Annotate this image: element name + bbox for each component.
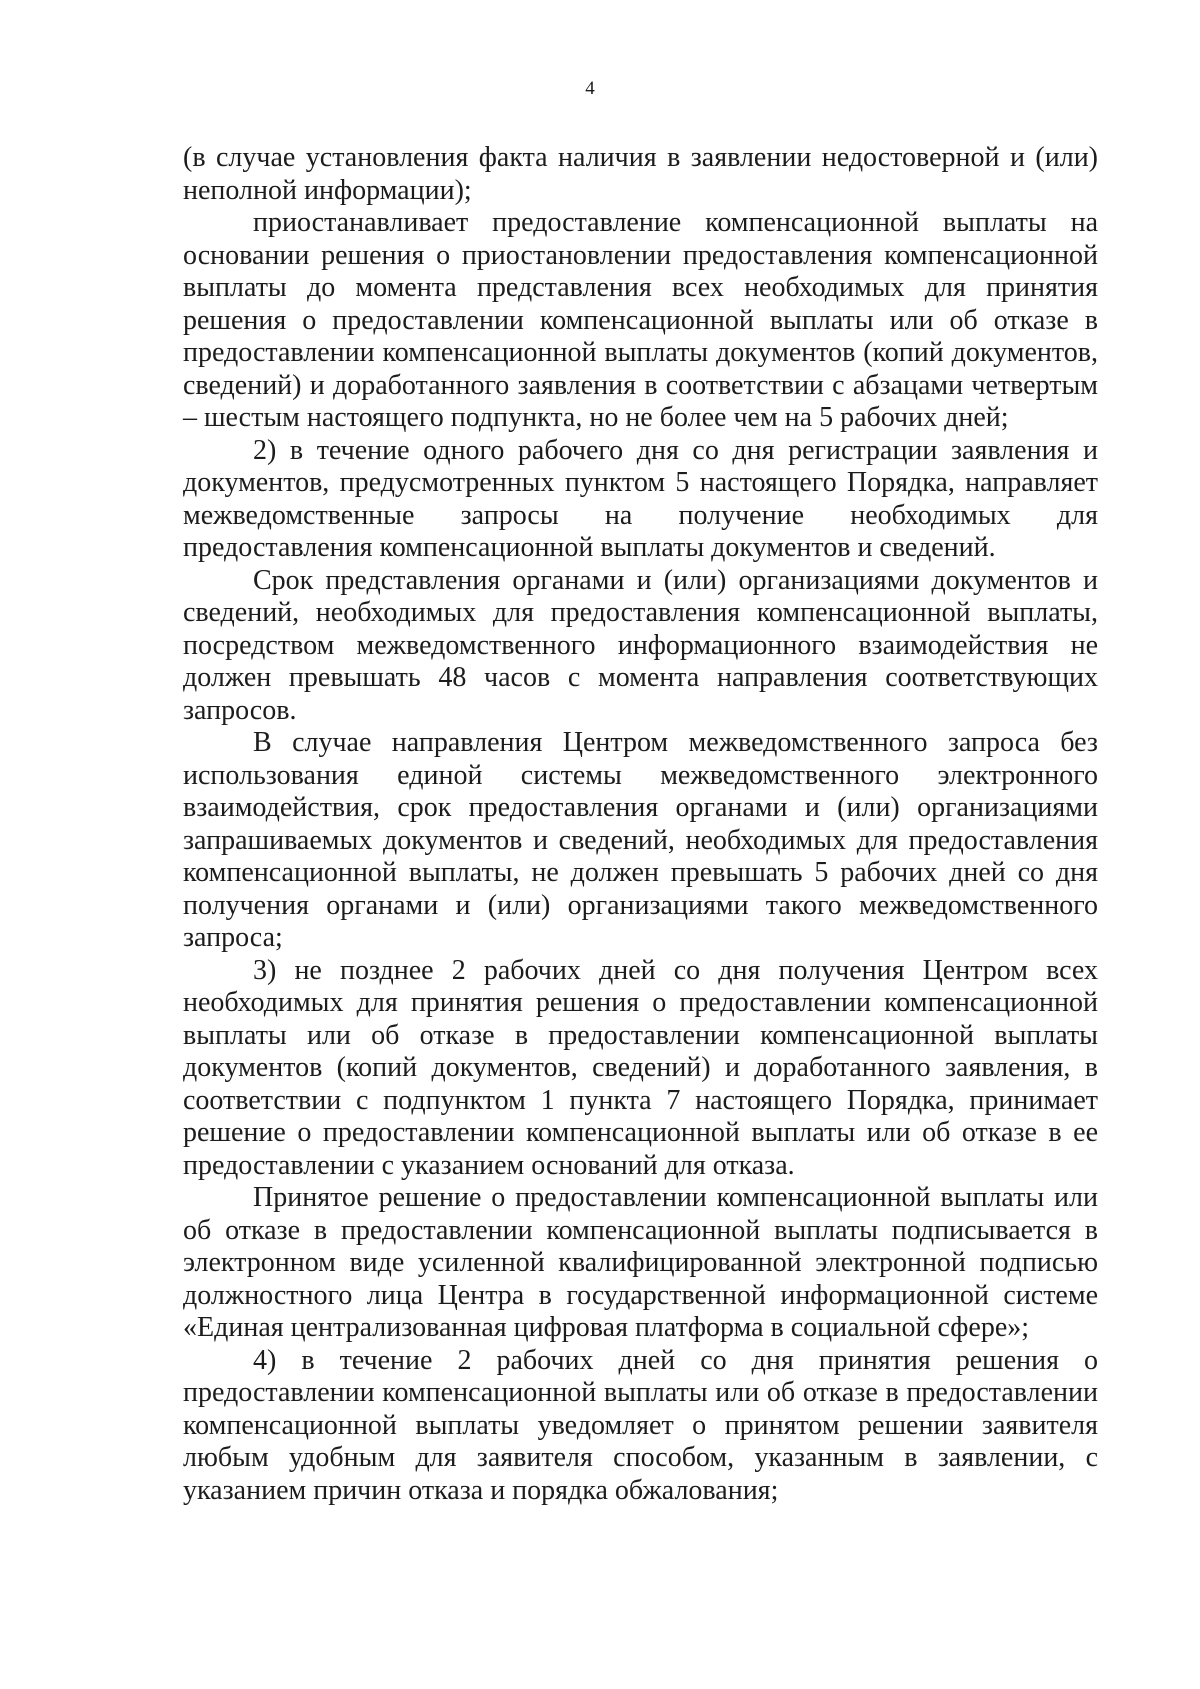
paragraph: (в случае установления факта наличия в заявлении недостоверной и (или) неполной информации); bbox=[183, 142, 1098, 206]
page-number: 4 bbox=[585, 78, 595, 99]
paragraph: 2) в течение одного рабочего дня со дня регистрации заявления и документов, предусмотренных пунктом 5 настоящего Порядка, направляет межведомственные запросы на получение необходимых для предоставления компенсационной выплаты документов и сведений. bbox=[183, 434, 1098, 563]
paragraph: 3) не позднее 2 рабочих дней со дня получения Центром всех необходимых для принятия решения о предоставлении компенсационной выплаты или об отказе в предоставлении компенсационной выплаты документов (копий документов, сведений) и доработанного заявления, в соответствии с подпунктом 1 пункта 7 настоящего Порядка, принимает решение о предоставлении компенсационной выплаты или об отказе в ее предоставлении с указанием оснований для отказа. bbox=[183, 954, 1098, 1181]
paragraph: Срок представления органами и (или) организациями документов и сведений, необходимых для предоставления компенсационной выплаты, посредством межведомственного информационного взаимодействия не должен превышать 48 часов с момента направления соответствующих запросов. bbox=[183, 564, 1098, 726]
paragraph: В случае направления Центром межведомственного запроса без использования единой системы межведомственного электронного взаимодействия, срок предоставления органами и (или) организациями запрашиваемых документов и сведений, необходимых для предоставления компенсационной выплаты, не должен превышать 5 рабочих дней со дня получения органами и (или) организациями такого межведомственного запроса; bbox=[183, 727, 1098, 953]
paragraph: Принятое решение о предоставлении компенсационной выплаты или об отказе в предоставлении компенсационной выплаты подписывается в электронном виде усиленной квалифицированной электронной подписью должностного лица Центра в государственной информационной системе «Единая централизованная цифровая платформа в социальной сфере»; bbox=[183, 1182, 1098, 1343]
paragraph: приостанавливает предоставление компенсационной выплаты на основании решения о приостановлении предоставления компенсационной выплаты до момента представления всех необходимых для принятия решения о предоставлении компенсационной выплаты или об отказе в предоставлении компенсационной выплаты документов (копий документов, сведений) и доработанного заявления в соответствии с абзацами четвертым – шестым настоящего подпункта, но не более чем на 5 рабочих дней; bbox=[183, 207, 1098, 433]
paragraph: 4) в течение 2 рабочих дней со дня принятия решения о предоставлении компенсационной выплаты или об отказе в предоставлении компенсационной выплаты уведомляет о принятом решении заявителя любым удобным для заявителя способом, указанным в заявлении, с указанием причин отказа и порядка обжалования; bbox=[183, 1344, 1098, 1506]
document-body bbox=[183, 142, 1098, 1507]
